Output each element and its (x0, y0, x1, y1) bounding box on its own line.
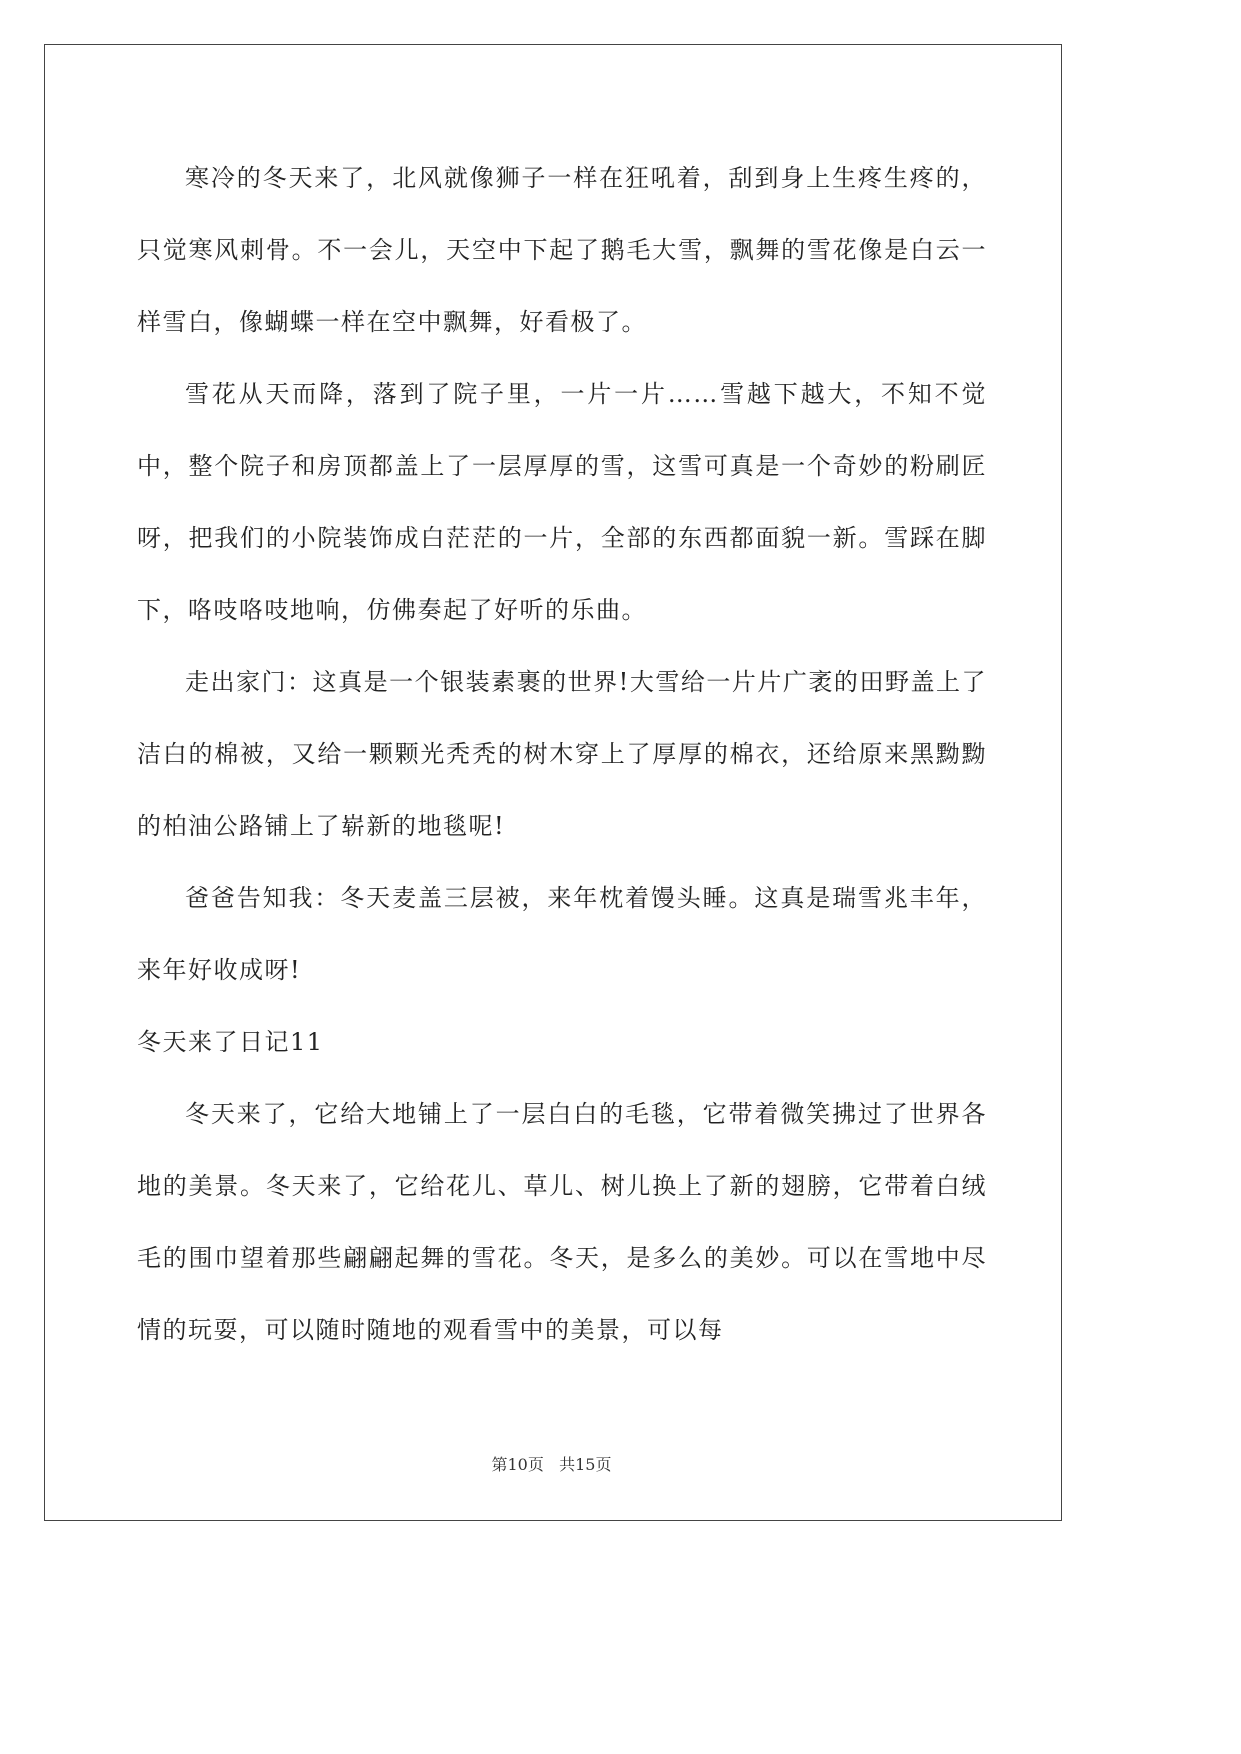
paragraph: 走出家门：这真是一个银装素裹的世界!大雪给一片片广袤的田野盖上了洁白的棉被，又给一颗颗光秃秃的树木穿上了厚厚的棉衣，还给原来黑黝黝的柏油公路铺上了崭新的地毯呢! (137, 668, 987, 840)
paragraph: 冬天来了，它给大地铺上了一层白白的毛毯，它带着微笑拂过了世界各地的美景。冬天来了，它给花儿、草儿、树儿换上了新的翅膀，它带着白绒毛的围巾望着那些翩翩起舞的雪花。冬天，是多么的美妙。可以在雪地中尽情的玩耍，可以随时随地的观看雪中的美景，可以每 (137, 1100, 987, 1344)
page-total: 共15页 (559, 1455, 612, 1474)
page-footer (0, 1452, 1103, 1475)
page-number: 第10页 (491, 1455, 544, 1474)
document-body (137, 142, 987, 1366)
paragraph: 寒冷的冬天来了，北风就像狮子一样在狂吼着，刮到身上生疼生疼的，只觉寒风刺骨。不一会儿，天空中下起了鹅毛大雪，飘舞的雪花像是白云一样雪白，像蝴蝶一样在空中飘舞，好看极了。 (137, 164, 987, 336)
paragraph: 雪花从天而降，落到了院子里，一片一片……雪越下越大，不知不觉中，整个院子和房顶都盖上了一层厚厚的雪，这雪可真是一个奇妙的粉刷匠呀，把我们的小院装饰成白茫茫的一片，全部的东西都面貌一新。雪踩在脚下，咯吱咯吱地响，仿佛奏起了好听的乐曲。 (137, 380, 987, 624)
section-title: 冬天来了日记11 (137, 1028, 324, 1056)
paragraph: 爸爸告知我：冬天麦盖三层被，来年枕着馒头睡。这真是瑞雪兆丰年，来年好收成呀! (137, 884, 987, 984)
